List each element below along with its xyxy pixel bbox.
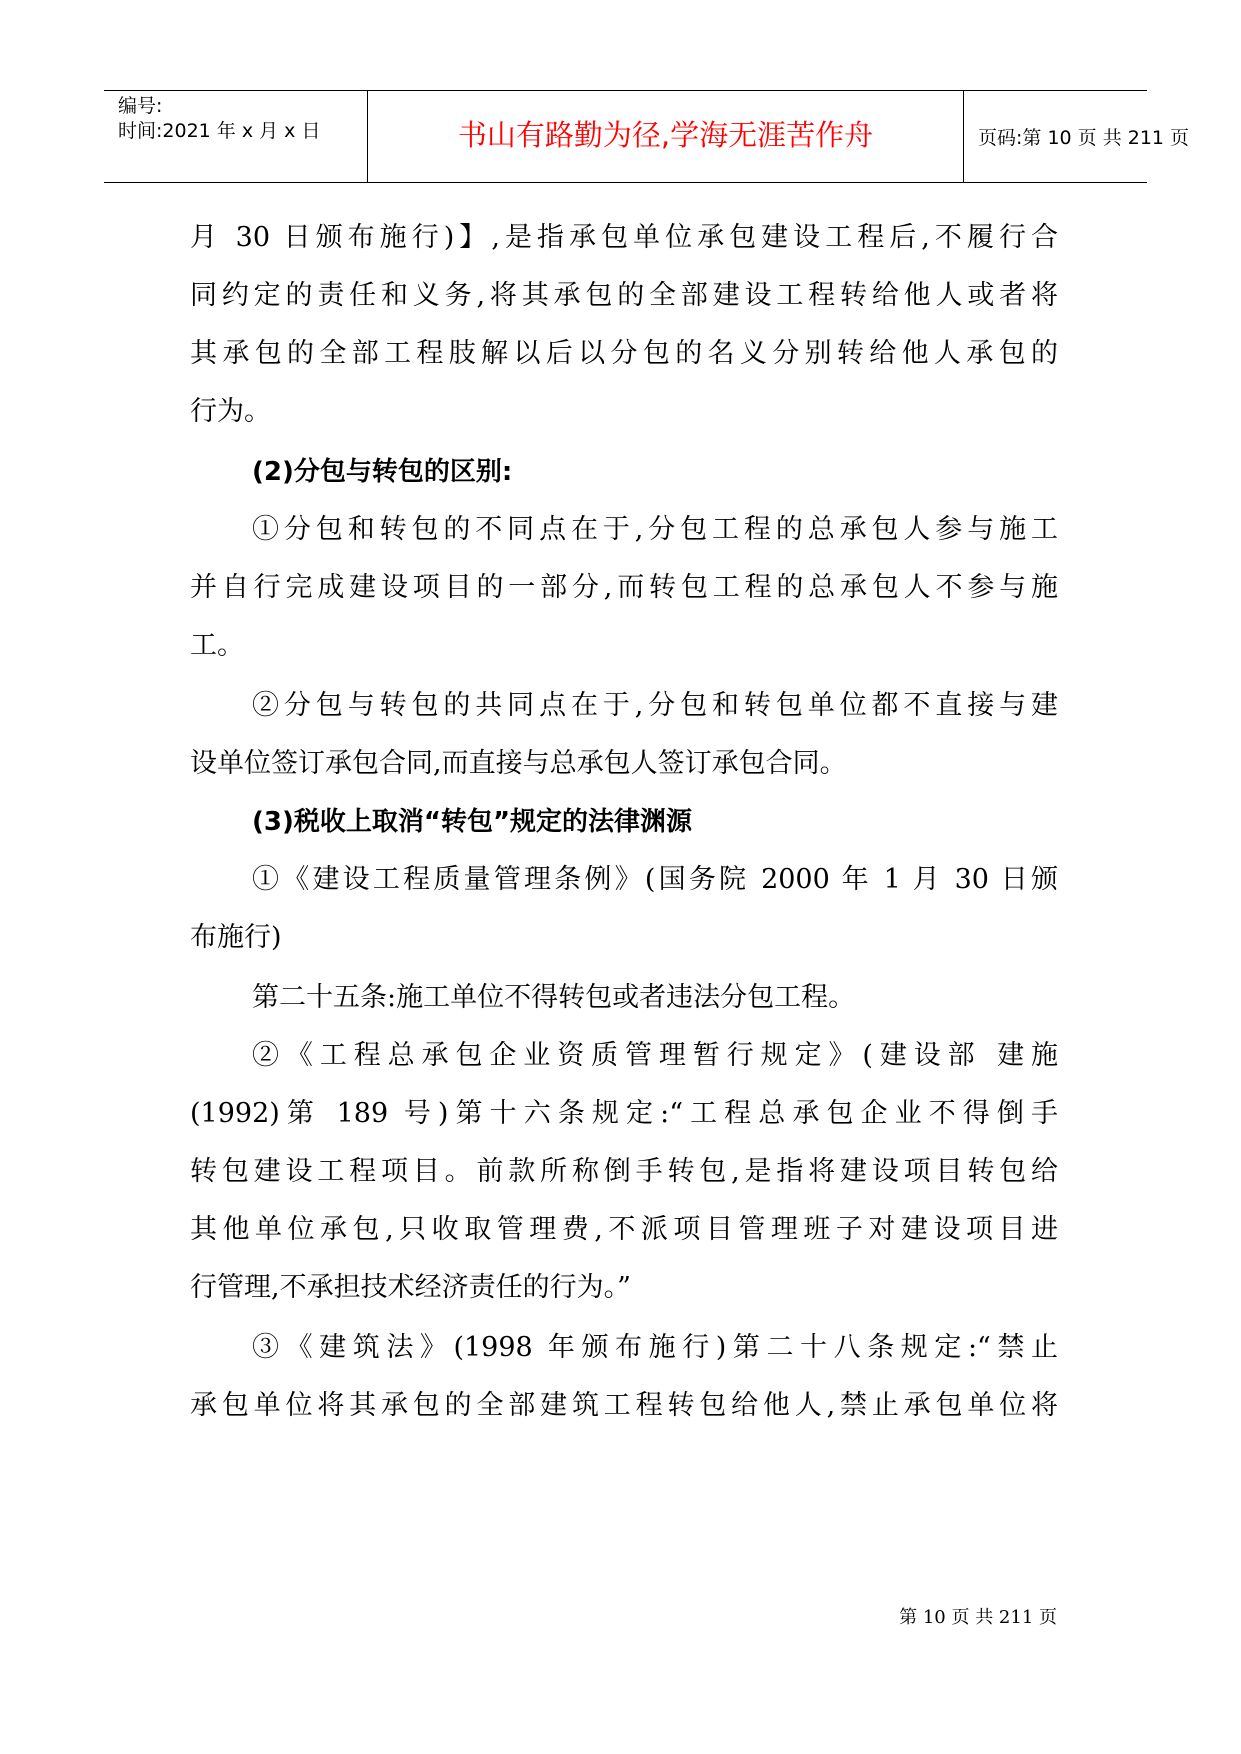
section-heading: (2)分包与转包的区别: <box>252 457 513 487</box>
body-line: 转包建设工程项目。前款所称倒手转包,是指将建设项目转包给 <box>190 1156 1058 1187</box>
body-line: 同约定的责任和义务,将其承包的全部建设工程转给他人或者将 <box>190 280 1058 311</box>
header-page-number: 页码:第 10 页 共 211 页 <box>978 127 1190 149</box>
body-line: (1992)第 189 号)第十六条规定:“工程总承包企业不得倒手 <box>190 1098 1058 1129</box>
body-line: 并自行完成建设项目的一部分,而转包工程的总承包人不参与施 <box>190 572 1058 603</box>
section-heading: (3)税收上取消“转包”规定的法律渊源 <box>252 807 693 837</box>
body-line: 行为。 <box>190 396 271 427</box>
body-line: 行管理,不承担技术经济责任的行为。” <box>190 1272 631 1303</box>
body-line: ①《建设工程质量管理条例》(国务院 2000 年 1 月 30 日颁 <box>252 864 1058 895</box>
header-page-cell <box>964 91 1190 182</box>
footer-page-number: 第 10 页 共 211 页 <box>899 1607 1057 1628</box>
body-line: ③《建筑法》(1998 年颁布施行)第二十八条规定:“禁止 <box>252 1332 1058 1363</box>
body-line: 承包单位将其承包的全部建筑工程转包给他人,禁止承包单位将 <box>190 1390 1058 1421</box>
body-line: ②分包与转包的共同点在于,分包和转包单位都不直接与建 <box>252 690 1058 721</box>
document-number-label: 编号: <box>118 95 163 117</box>
body-line: ①分包和转包的不同点在于,分包工程的总承包人参与施工 <box>252 514 1058 545</box>
body-line: 其他单位承包,只收取管理费,不派项目管理班子对建设项目进 <box>190 1214 1058 1245</box>
body-line: 设单位签订承包合同,而直接与总承包人签订承包合同。 <box>190 748 847 779</box>
body-line: 月 30 日颁布施行)】,是指承包单位承包建设工程后,不履行合 <box>190 222 1058 253</box>
body-line: 工。 <box>190 630 244 661</box>
header-meta-cell <box>104 91 368 182</box>
header-motto: 书山有路勤为径,学海无涯苦作舟 <box>457 118 874 152</box>
document-time-label: 时间:2021 年 x 月 x 日 <box>118 120 321 142</box>
body-line: 布施行) <box>190 922 282 953</box>
document-header <box>104 90 1190 183</box>
body-line: 第二十五条:施工单位不得转包或者违法分包工程。 <box>252 982 856 1013</box>
header-motto-cell <box>368 91 964 182</box>
body-line: 其承包的全部工程肢解以后以分包的名义分别转给他人承包的 <box>190 338 1058 369</box>
body-line: ②《工程总承包企业资质管理暂行规定》(建设部 建施 <box>252 1040 1058 1071</box>
